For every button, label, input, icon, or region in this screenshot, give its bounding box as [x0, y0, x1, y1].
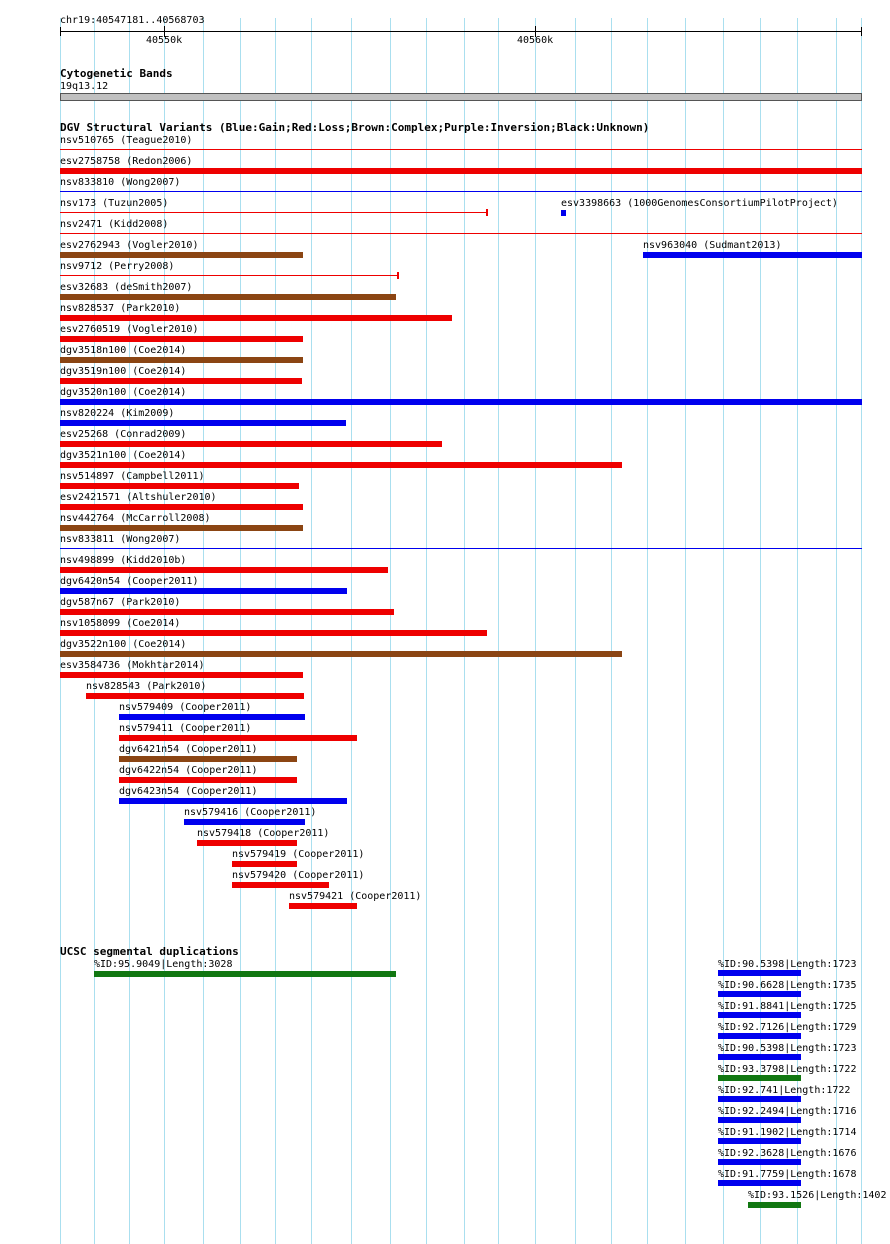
dgv-feature-label: dgv6423n54 (Cooper2011) [119, 786, 258, 797]
dgv-feature-label: dgv3521n100 (Coe2014) [60, 450, 187, 461]
dgv-feature-loss[interactable] [60, 504, 303, 510]
segdup-feature-bar[interactable] [718, 970, 801, 976]
dgv-feature-label: esv2760519 (Vogler2010) [60, 324, 199, 335]
dgv-feature-complex[interactable] [60, 525, 303, 531]
dgv-feature-loss[interactable] [60, 336, 303, 342]
segdup-feature-label: %ID:92.7126|Length:1729 [718, 1022, 857, 1033]
dgv-feature-loss[interactable] [60, 672, 303, 678]
dgv-feature-gain[interactable] [561, 210, 566, 216]
dgv-feature-label: nsv579419 (Cooper2011) [232, 849, 365, 860]
segdup-feature-label: %ID:90.5398|Length:1723 [718, 959, 857, 970]
dgv-feature-label: nsv510765 (Teague2010) [60, 135, 193, 146]
dgv-feature-loss[interactable] [232, 861, 297, 867]
dgv-feature-label: nsv579416 (Cooper2011) [184, 807, 317, 818]
dgv-feature-gain[interactable] [119, 714, 305, 720]
dgv-feature-gain[interactable] [60, 191, 862, 192]
dgv-feature-label: dgv3522n100 (Coe2014) [60, 639, 187, 650]
segdup-feature-label: %ID:90.6628|Length:1735 [718, 980, 857, 991]
dgv-feature-gain[interactable] [60, 420, 346, 426]
ruler-tick-label: 40560k [517, 35, 554, 46]
dgv-feature-label: esv3398663 (1000GenomesConsortiumPilotProject) [561, 198, 838, 209]
dgv-feature-label: nsv579418 (Cooper2011) [197, 828, 330, 839]
segdup-feature-bar[interactable] [718, 1096, 801, 1102]
segdup-feature-label: %ID:92.741|Length:1722 [718, 1085, 851, 1096]
segdup-feature-bar[interactable] [718, 1033, 801, 1039]
dgv-feature-complex[interactable] [60, 252, 303, 258]
dgv-feature-gain[interactable] [643, 252, 862, 258]
dgv-track-title: DGV Structural Variants (Blue:Gain;Red:Loss;Brown:Complex;Purple:Inversion;Black:Unknown) [60, 121, 650, 134]
dgv-feature-label: dgv3518n100 (Coe2014) [60, 345, 187, 356]
segdup-feature-label: %ID:91.8841|Length:1725 [718, 1001, 857, 1012]
dgv-feature-gain[interactable] [60, 588, 347, 594]
cytoband-bar[interactable] [60, 93, 862, 101]
cytoband-track-title: Cytogenetic Bands [60, 67, 173, 80]
dgv-feature-label: nsv9712 (Perry2008) [60, 261, 175, 272]
dgv-feature-complex[interactable] [60, 294, 396, 300]
dgv-feature-loss[interactable] [232, 882, 329, 888]
dgv-feature-loss[interactable] [60, 233, 862, 234]
dgv-feature-complex[interactable] [119, 756, 297, 762]
region-label: chr19:40547181..40568703 [60, 15, 205, 26]
dgv-feature-loss[interactable] [60, 275, 399, 276]
segdup-track-title: UCSC segmental duplications [60, 945, 239, 958]
segdup-feature-label: %ID:91.7759|Length:1678 [718, 1169, 857, 1180]
cytoband-name: 19q13.12 [60, 81, 109, 92]
segdup-feature-label: %ID:95.9049|Length:3028 [94, 959, 233, 970]
segdup-feature-label: %ID:90.5398|Length:1723 [718, 1043, 857, 1054]
dgv-feature-loss[interactable] [60, 149, 862, 150]
segdup-feature-bar[interactable] [718, 991, 801, 997]
dgv-feature-loss[interactable] [60, 168, 862, 174]
dgv-feature-loss[interactable] [60, 378, 302, 384]
dgv-feature-label: nsv442764 (McCarroll2008) [60, 513, 211, 524]
dgv-feature-loss[interactable] [119, 777, 297, 783]
dgv-feature-loss[interactable] [60, 567, 388, 573]
dgv-feature-gain[interactable] [60, 399, 862, 405]
dgv-feature-label: dgv3519n100 (Coe2014) [60, 366, 187, 377]
segdup-feature-bar[interactable] [718, 1012, 801, 1018]
dgv-feature-label: dgv6422n54 (Cooper2011) [119, 765, 258, 776]
segdup-feature-bar[interactable] [94, 971, 396, 977]
dgv-feature-label: nsv833810 (Wong2007) [60, 177, 181, 188]
dgv-feature-loss[interactable] [119, 735, 357, 741]
dgv-feature-label: esv2421571 (Altshuler2010) [60, 492, 217, 503]
segdup-feature-bar[interactable] [718, 1117, 801, 1123]
ruler-end-tick [861, 27, 862, 36]
dgv-feature-loss[interactable] [60, 609, 394, 615]
segdup-feature-bar[interactable] [718, 1180, 801, 1186]
dgv-feature-label: esv32683 (deSmith2007) [60, 282, 193, 293]
segdup-feature-label: %ID:92.3628|Length:1676 [718, 1148, 857, 1159]
dgv-feature-complex[interactable] [60, 651, 622, 657]
dgv-feature-label: nsv963040 (Sudmant2013) [643, 240, 782, 251]
dgv-feature-gain[interactable] [119, 798, 347, 804]
segdup-feature-bar[interactable] [718, 1075, 801, 1081]
ruler-tick-label: 40550k [146, 35, 183, 46]
dgv-feature-label: esv3584736 (Mokhtar2014) [60, 660, 205, 671]
dgv-feature-label: nsv1058099 (Coe2014) [60, 618, 181, 629]
dgv-feature-label: nsv833811 (Wong2007) [60, 534, 181, 545]
segdup-feature-label: %ID:93.1526|Length:1402 [748, 1190, 887, 1201]
feature-end-tick [397, 272, 399, 279]
feature-end-tick [486, 209, 488, 216]
dgv-feature-label: dgv3520n100 (Coe2014) [60, 387, 187, 398]
ruler-start-tick [60, 27, 61, 36]
dgv-feature-loss[interactable] [60, 212, 488, 213]
dgv-feature-gain[interactable] [184, 819, 305, 825]
segdup-feature-label: %ID:91.1902|Length:1714 [718, 1127, 857, 1138]
dgv-feature-label: nsv828543 (Park2010) [86, 681, 207, 692]
dgv-feature-label: dgv6420n54 (Cooper2011) [60, 576, 199, 587]
segdup-feature-bar[interactable] [718, 1138, 801, 1144]
dgv-feature-label: nsv2471 (Kidd2008) [60, 219, 169, 230]
dgv-feature-complex[interactable] [60, 357, 303, 363]
dgv-feature-loss[interactable] [60, 483, 299, 489]
ruler-axis [60, 31, 862, 32]
dgv-feature-label: nsv579421 (Cooper2011) [289, 891, 422, 902]
segdup-feature-bar[interactable] [748, 1202, 801, 1208]
dgv-feature-loss[interactable] [60, 441, 442, 447]
dgv-feature-label: nsv579409 (Cooper2011) [119, 702, 252, 713]
dgv-feature-loss[interactable] [197, 840, 297, 846]
dgv-feature-label: esv25268 (Conrad2009) [60, 429, 187, 440]
dgv-feature-label: nsv498899 (Kidd2010b) [60, 555, 187, 566]
dgv-feature-label: nsv579411 (Cooper2011) [119, 723, 252, 734]
dgv-feature-label: nsv514897 (Campbell2011) [60, 471, 205, 482]
dgv-feature-label: nsv828537 (Park2010) [60, 303, 181, 314]
dgv-feature-loss[interactable] [289, 903, 357, 909]
dgv-feature-loss[interactable] [60, 315, 452, 321]
dgv-feature-loss[interactable] [60, 462, 622, 468]
dgv-feature-gain[interactable] [60, 548, 862, 549]
segdup-feature-bar[interactable] [718, 1054, 801, 1060]
dgv-feature-label: esv2762943 (Vogler2010) [60, 240, 199, 251]
dgv-feature-label: esv2758758 (Redon2006) [60, 156, 193, 167]
segdup-feature-label: %ID:93.3798|Length:1722 [718, 1064, 857, 1075]
dgv-feature-label: nsv820224 (Kim2009) [60, 408, 175, 419]
segdup-feature-label: %ID:92.2494|Length:1716 [718, 1106, 857, 1117]
dgv-feature-label: dgv587n67 (Park2010) [60, 597, 181, 608]
dgv-feature-label: dgv6421n54 (Cooper2011) [119, 744, 258, 755]
dgv-feature-loss[interactable] [86, 693, 304, 699]
dgv-feature-label: nsv173 (Tuzun2005) [60, 198, 169, 209]
dgv-feature-label: nsv579420 (Cooper2011) [232, 870, 365, 881]
dgv-feature-loss[interactable] [60, 630, 487, 636]
segdup-feature-bar[interactable] [718, 1159, 801, 1165]
